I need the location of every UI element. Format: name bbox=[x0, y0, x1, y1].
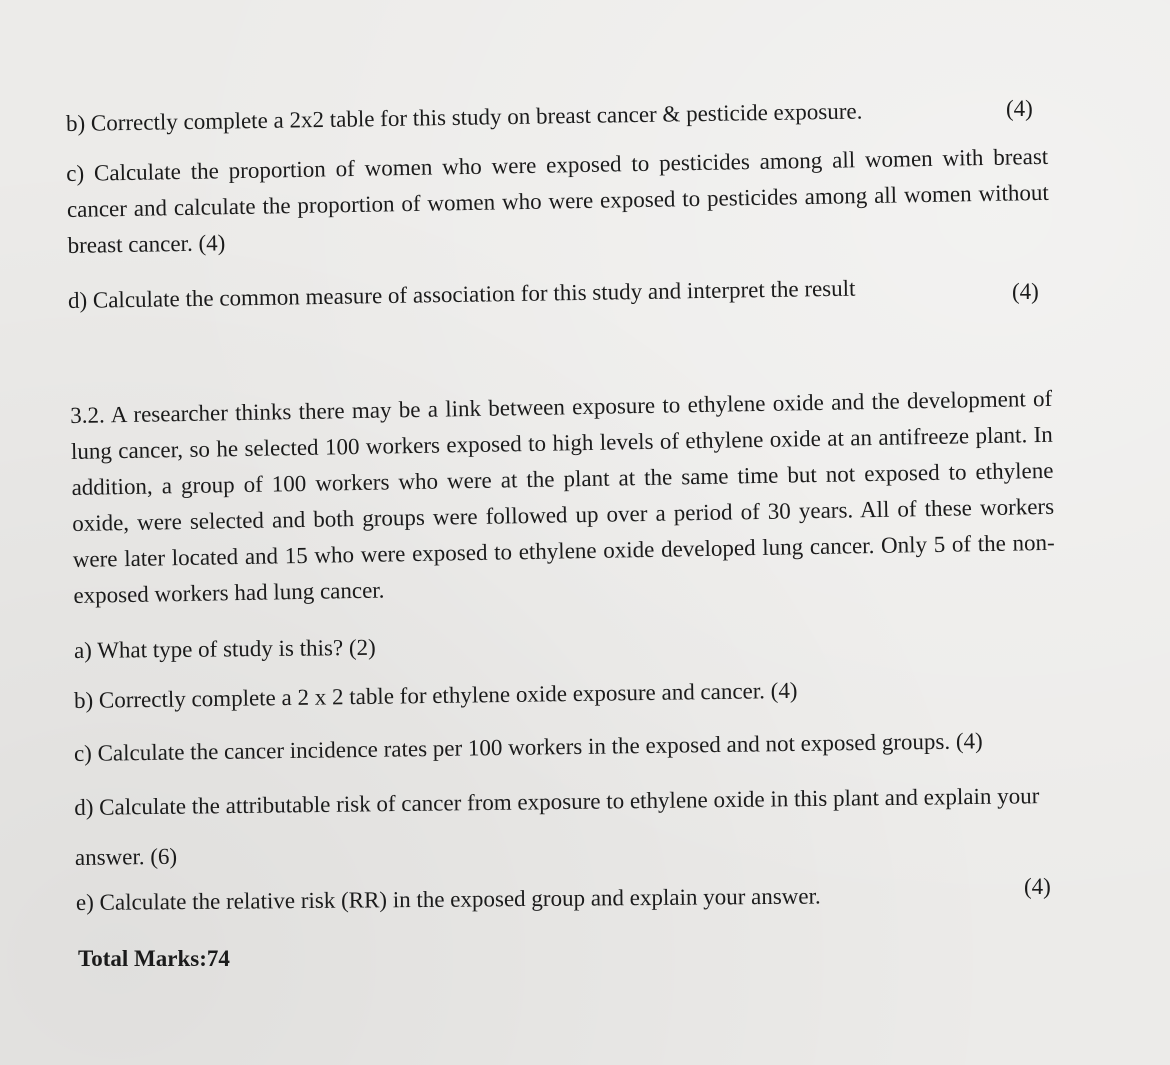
total-marks: Total Marks:74 bbox=[78, 946, 230, 971]
question-3-1-d-marks: (4) bbox=[1012, 279, 1039, 304]
question-3-1-b: b) Correctly complete a 2x2 table for this study on breast cancer & pesticide exposure. bbox=[65, 98, 863, 136]
question-3-2-b: b) Correctly complete a 2 x 2 table for ethylene oxide exposure and cancer. (4) bbox=[73, 677, 798, 713]
question-3-2-d: d) Calculate the attributable risk of cancer from exposure to ethylene oxide in this plant and explain your answer. (6) bbox=[74, 783, 1040, 870]
question-3-2-intro: 3.2. A researcher thinks there may be a link between exposure to ethylene oxide and the development of lung cancer, so he selected 100 workers exposed to high levels of ethylene oxide at an antifreeze plant. In addition, a group of 100 workers who were at the plant at the same time but not exposed to ethylene oxide, were selected and both groups were followed up over a period of 30 years. All of these workers were later located and 15 who were exposed to ethylene oxide developed lung cancer. Only 5 of the non-exposed workers had lung cancer. bbox=[70, 385, 1055, 608]
question-3-1-d: d) Calculate the common measure of association for this study and interpret the result bbox=[67, 275, 856, 313]
question-3-2-e-marks: (4) bbox=[1024, 874, 1051, 899]
question-3-2-a: a) What type of study is this? (2) bbox=[73, 634, 376, 663]
question-3-2-c: c) Calculate the cancer incidence rates per 100 workers in the exposed and not exposed groups. (4) bbox=[73, 728, 983, 766]
question-3-2-e: e) Calculate the relative risk (RR) in the exposed group and explain your answer. bbox=[75, 883, 821, 915]
question-3-1-b-marks: (4) bbox=[1006, 96, 1033, 121]
question-3-1-c: c) Calculate the proportion of women who were exposed to pesticides among all women with breast cancer and calculate the proportion of women who were exposed to pesticides among all women without breast cancer. (4) bbox=[66, 143, 1050, 258]
